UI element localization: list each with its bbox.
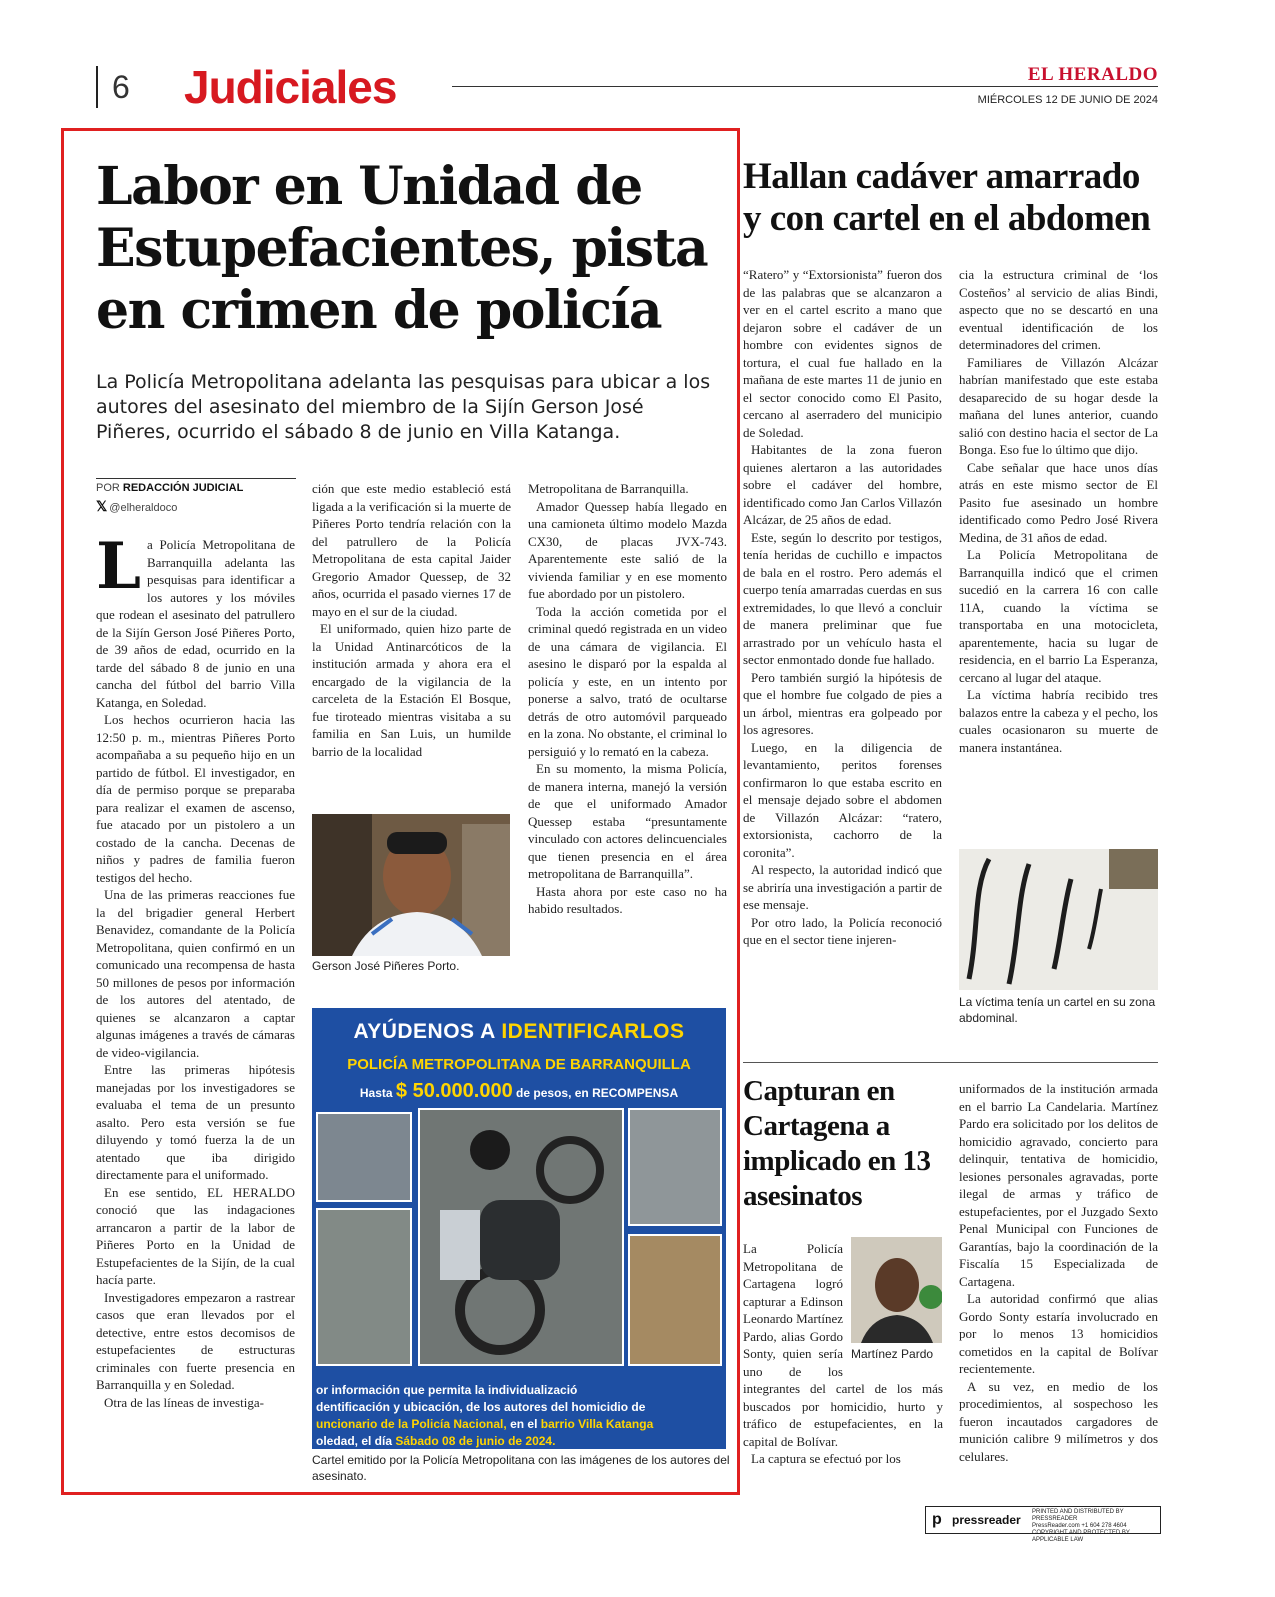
byline-handle: @elheraldoco	[109, 502, 178, 514]
paragraph: ción que este medio estableció está ligada a la verificación si la muerte de Piñeres Porto tendría relación con la del patrullero de la Policía Metropolitana de esta capital Jaider Gregorio Amador Quessep, de 32 años, ocurrida el pasado viernes 17 de mayo en el sur de la ciudad.	[312, 481, 511, 619]
story-3-headline: Capturan en Cartagena a implicado en 13 asesinatos	[743, 1075, 931, 1212]
poster-headline: AYÚDENOS A IDENTIFICARLOS	[353, 1020, 685, 1043]
header-rule	[452, 86, 1158, 87]
paragraph: Luego, en la diligencia de levantamiento, peritos forenses confirmaron lo que estaba escrito en el mensaje dejado sobre el abdomen de Villazón Alcázar: “ratero, extorsionista, cachorro de la coronita”.	[743, 739, 942, 860]
paragraph: cia la estructura criminal de ‘los Costeños’ al servicio de alias Bindi, aspecto que no se descartó en una eventual identificación de los determinadores del crimen.	[959, 267, 1158, 352]
suspect-photo-caption: Martínez Pardo	[851, 1347, 934, 1361]
paragraph: Los hechos ocurrieron hacia las 12:50 p. m., mientras Piñeres Porto acompañaba a su pequeño hijo en un partido de fútbol. El investigador, en día de permiso porque se preparaba para realizar el examen de ascenso, fue atacado por un pistolero a un costado de la cancha. Decenas de niños y padres de familia fueron testigos del hecho.	[96, 712, 295, 885]
byline	[96, 482, 243, 494]
suspect-portrait-illustration	[851, 1237, 942, 1343]
main-article-deck: La Policía Metropolitana adelanta las pesquisas para ubicar a los autores del asesinato del miembro de la Sijín Gerson José Piñeres, ocurrido el sábado 8 de junio en Villa Katanga.	[96, 371, 711, 443]
poster-agency: POLICÍA METROPOLITANA DE BARRANQUILLA	[347, 1056, 691, 1073]
paragraph: Hasta ahora por este caso no ha habido resultados.	[528, 883, 727, 916]
paragraph: “Ratero” y “Extorsionista” fueron dos de las palabras que se alcanzaron a ver en el cartel escrito a mano que dejaron sobre el cadáver de un hombre con evidentes signos de tortura, el cual fue hallado en la mañana de este martes 11 de junio en el sector conocido como El Pasito, cercano al aserradero del municipio de Soledad.	[743, 267, 942, 440]
poster-surveillance-image	[628, 1234, 722, 1366]
newspaper-logo: EL HERALDO	[1027, 64, 1158, 85]
story-3-column-2	[959, 1080, 1158, 1465]
x-logo-icon: 𝕏	[96, 498, 108, 514]
paragraph: En ese sentido, EL HERALDO conoció que las indagaciones arrancaron a partir de la labor de Piñeres Porto en la Unidad de Estupefacientes de la Sijín, de la cual hacía parte.	[96, 1184, 295, 1287]
poster-reward: Hasta $ 50.000.000 de pesos, en RECOMPENSA	[359, 1080, 679, 1102]
story-2-column-1	[743, 266, 942, 949]
issue-date: MIÉRCOLES 12 DE JUNIO DE 2024	[977, 94, 1158, 106]
paragraph: Una de las primeras reacciones fue la del brigadier general Herbert Benavidez, comandante de la Policía Metropolitana, quien confirmó en un comunicado una recompensa de hasta 50 millones de pesos por información de los autores del atentado, de quienes se alcanzaron a captar algunas imágenes a través de cámaras de video-vigilancia.	[96, 887, 295, 1060]
drop-cap: L	[96, 529, 141, 604]
pressreader-logo-icon: p	[932, 1511, 942, 1528]
victim-photo-caption: Gerson José Piñeres Porto.	[312, 959, 460, 973]
paragraph: Habitantes de la zona fueron quienes alertaron a las autoridades sobre el cadáver del hombre, identificado como Jan Carlos Villazón Alcázar, de 25 años de edad.	[743, 442, 942, 527]
paragraph: La Policía Metropolitana de Cartagena logró capturar a Edinson Leonardo Martínez Pardo, alias Gordo Sonty, quien sería uno de los integrantes del cartel de los más buscados por homicidio, hurto y tráfico de estupefacientes, en la capital de Bolívar.	[743, 1241, 943, 1449]
pressreader-badge[interactable]	[925, 1506, 1161, 1543]
suspect-portrait-photo	[851, 1237, 942, 1343]
paragraph: La captura se efectuó por los	[751, 1451, 901, 1466]
paragraph: La Policía Metropolitana de Barranquilla indicó que el crimen sucedió en la carrera 16 con calle 11A, cuando la víctima se transportaba en una motocicleta, aparentemente, hacia su lugar de residencia, en el barrio La Esperanza, cercano al lugar del ataque.	[959, 547, 1158, 685]
paragraph: Por otro lado, la Policía reconoció que en el sector tiene injeren-	[743, 914, 942, 947]
paragraph: Toda la acción cometida por el criminal quedó registrada en un video de una cámara de vigilancia. El asesino le disparó por la espalda al policía y este, en un intento por ponerse a salvo, trató de ocultarse detrás de otro automóvil parqueado en la zona. No obstante, el criminal lo persiguió y lo remató en la cabeza.	[528, 603, 727, 759]
paragraph: Al respecto, la autoridad indicó que se abriría una investigación a partir de ese mensaje.	[743, 862, 942, 912]
byline-author: REDACCIÓN JUDICIAL	[122, 482, 244, 494]
paragraph: El uniformado, quien hizo parte de la Unidad Antinarcóticos de la institución armada y ahora era el encargado de la vigilancia de la carceleta de la Estación El Bosque, fue tiroteado mientras visitaba a su familia en San Luis, un humilde barrio de la localidad	[312, 621, 511, 759]
story-2-column-2	[959, 266, 1158, 756]
byline-rule	[96, 478, 296, 479]
poster-surveillance-image	[628, 1108, 722, 1226]
paragraph: En su momento, la misma Policía, de manera interna, manejó la versión de que el uniformado Amador Quessep estaba “presuntamente vinculado con actores delincuenciales que tienen presencia en el área metropolitana de Barranquilla”.	[528, 761, 727, 881]
paragraph: Este, según lo descrito por testigos, tenía heridas de cuchillo e impactos de bala en el rostro. Pero además el cuerpo tenía amarradas cuerdas en sus extremidades, lo que llevó a concluir de manera preliminar que fue arrastrado por un vehículo hasta el sector enmontado donde fue hallado.	[743, 529, 942, 667]
paragraph: La víctima habría recibido tres balazos entre la cabeza y el pecho, los cuales ocasionaron su muerte de manera instantánea.	[959, 687, 1158, 755]
main-article-column-3	[528, 480, 727, 918]
byline-social	[96, 498, 177, 515]
handwritten-sign-illustration	[959, 849, 1158, 990]
section-title: Judiciales	[184, 61, 397, 113]
pressreader-name: pressreader	[952, 1513, 1021, 1527]
byline-prefix: POR	[96, 482, 120, 494]
main-article-headline: Labor en Unidad de Estupefacientes, pista en crimen de policía	[96, 156, 708, 341]
paragraph: Investigadores empezaron a rastrear casos que eran llevados por el detective, entre estos decomisos de estupefacientes de estructuras criminales con fuerte presencia en Barranquilla y en Soledad.	[96, 1289, 295, 1392]
paragraph: Familiares de Villazón Alcázar habrían manifestado que este estaba desaparecido de su hogar desde la mañana del lunes anterior, cuando salió con destino hacia el sector de La Bonga. Eso fue lo último que dijo.	[959, 354, 1158, 457]
paragraph: La autoridad confirmó que alias Gordo Sonty estaría involucrado en por lo menos 13 homicidios cometidos en la capital de Bolívar recientemente.	[959, 1291, 1158, 1376]
paragraph: A su vez, en medio de los procedimientos, al sospechoso les fueron incautados cargadores de munición calibre 9 milímetros y dos celulares.	[959, 1378, 1158, 1464]
story-divider	[743, 1062, 1158, 1063]
poster-surveillance-image	[418, 1108, 624, 1366]
victim-portrait-illustration	[312, 814, 510, 956]
pressreader-notice: PRINTED AND DISTRIBUTED BY PRESSREADER PressReader.com +1 604 278 4604 COPYRIGHT AND PROTECTED BY APPLICABLE LAW	[1032, 1509, 1130, 1543]
sign-photo-caption: La víctima tenía un cartel en su zona abdominal.	[959, 995, 1156, 1025]
paragraph: La Policía Metropolitana de Barranquilla adelanta las pesquisas para identificar a los autores y los móviles que rodean el asesinato del patrullero de la Sijín Gerson José Piñeres Porto, de 39 años de edad, ocurrido en la tarde del sábado 8 de junio en una cancha del fútbol del barrio Villa Katanga, en Soledad.	[96, 529, 295, 710]
paragraph: Entre las primeras hipótesis manejadas por los investigadores se evaluaba el tema de un presunto asalto. Pero esta versión se fue diluyendo y tomó fuerza la de un atentado que iba dirigido directamente para el uniformado.	[96, 1062, 295, 1182]
paragraph: uniformados de la institución armada en el barrio La Candelaria. Martínez Pardo era solicitado por los delitos de homicidio agravado, concierto para delinquir, tentativa de homicidio, lesiones personales agravadas, porte ilegal de armas y tráfico de estupefacientes, por el Juzgado Sexto Penal Municipal con Funciones de Garantías, bajo la coordinación de la Fiscalía 15 Especializada de Cartagena.	[959, 1081, 1158, 1289]
poster-surveillance-image	[316, 1112, 412, 1202]
paragraph: Otra de las líneas de investiga-	[104, 1394, 264, 1410]
poster-caption: Cartel emitido por la Policía Metropolitana con las imágenes de los autores del asesinato.	[312, 1453, 730, 1483]
victim-portrait-photo	[312, 814, 510, 956]
paragraph: Metropolitana de Barranquilla.	[528, 481, 689, 496]
main-article-column-1	[96, 529, 295, 1411]
poster-footer-text: or información que permita la individualizació dentificación y ubicación, de los autores del homicidio de uncionario de la Policía Nacional, en el barrio Villa Katanga oledad, el día Sábado 08 de junio de 2024.	[316, 1383, 654, 1448]
story-2-headline: Hallan cadáver amarrado y con cartel en el abdomen	[743, 156, 1151, 239]
paragraph: Pero también surgió la hipótesis de que el hombre fue colgado de pies a un árbol, mientras era golpeado por los agresores.	[743, 669, 942, 737]
paragraph: Amador Quessep había llegado en una camioneta último modelo Mazda CX30, de placas JVX-743. Aparentemente este salió de la vivienda familiar y en ese momento fue abordado por un pistolero.	[528, 498, 727, 601]
page-number: 6	[96, 66, 156, 108]
poster-surveillance-image	[316, 1208, 412, 1366]
reward-poster	[312, 1008, 726, 1449]
handwritten-sign-photo	[959, 849, 1158, 990]
motorcycle-riders-illustration	[420, 1110, 622, 1364]
main-article-column-2	[312, 480, 511, 760]
paragraph: Cabe señalar que hace unos días atrás en este mismo sector de El Pasito fue asesinado un hombre identificado como Pedro José Rivera Medina, de 31 años de edad.	[959, 459, 1158, 545]
